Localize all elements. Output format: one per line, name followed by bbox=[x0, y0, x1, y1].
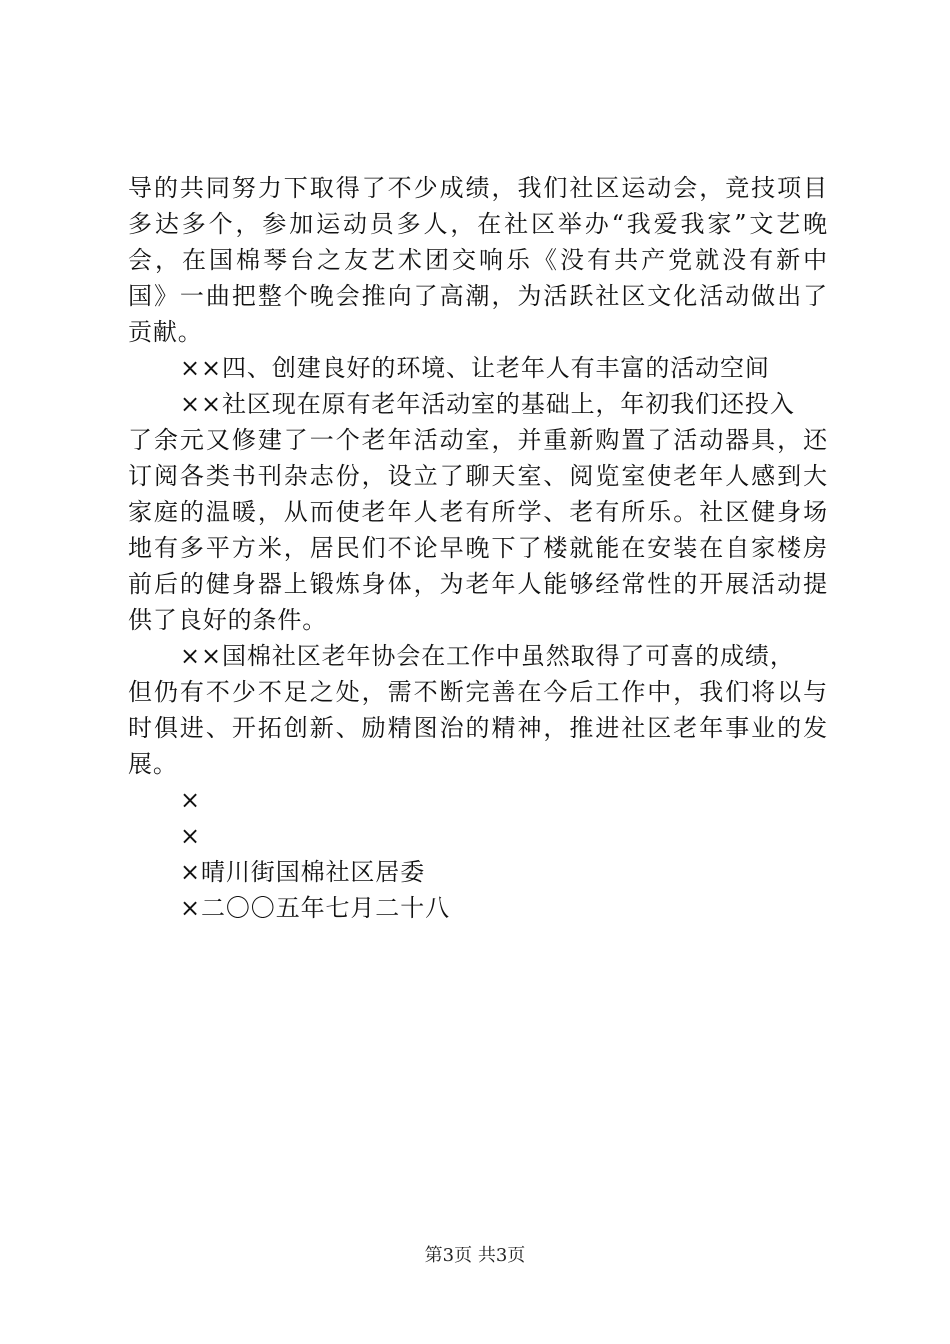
text-line-4: 国》一曲把整个晚会推向了高潮，为活跃社区文化活动做出了 bbox=[128, 282, 828, 310]
placeholder-line-2: × bbox=[180, 822, 202, 850]
document-body bbox=[128, 170, 828, 926]
page-number: 第3页 共3页 bbox=[424, 1245, 526, 1266]
section-heading-4: ××四、创建良好的环境、让老年人有丰富的活动空间 bbox=[180, 354, 770, 382]
signature-date: ×二〇〇五年七月二十八 bbox=[180, 894, 451, 922]
placeholder-line-1: × bbox=[180, 786, 202, 814]
text-line-13: 供了良好的条件。 bbox=[128, 606, 328, 634]
text-line-10: 家庭的温暖，从而使老年人老有所学、老有所乐。社区健身场 bbox=[128, 498, 828, 526]
text-line-11: 地有多平方米，居民们不论早晚下了楼就能在安装在自家楼房 bbox=[128, 534, 828, 562]
text-line-14: ××国棉社区老年协会在工作中虽然取得了可喜的成绩， bbox=[180, 642, 795, 670]
text-line-1: 导的共同努力下取得了不少成绩，我们社区运动会，竞技项目 bbox=[128, 174, 828, 202]
text-line-3: 会，在国棉琴台之友艺术团交响乐《没有共产党就没有新中 bbox=[128, 246, 828, 274]
text-line-2: 多达多个，参加运动员多人，在社区举办“我爱我家”文艺晚 bbox=[128, 210, 828, 238]
signature-organization: ×晴川街国棉社区居委 bbox=[180, 858, 426, 886]
text-line-15: 但仍有不少不足之处，需不断完善在今后工作中，我们将以与 bbox=[128, 678, 828, 706]
text-line-12: 前后的健身器上锻炼身体，为老年人能够经常性的开展活动提 bbox=[128, 570, 828, 598]
text-line-17: 展。 bbox=[128, 750, 178, 778]
text-line-8: 了余元又修建了一个老年活动室，并重新购置了活动器具，还 bbox=[128, 426, 828, 454]
text-line-16: 时俱进、开拓创新、励精图治的精神，推进社区老年事业的发 bbox=[128, 714, 828, 742]
text-line-7: ××社区现在原有老年活动室的基础上，年初我们还投入 bbox=[180, 390, 795, 418]
text-line-5: 贡献。 bbox=[128, 318, 203, 346]
text-line-9: 订阅各类书刊杂志份，设立了聊天室、阅览室使老年人感到大 bbox=[128, 462, 828, 490]
